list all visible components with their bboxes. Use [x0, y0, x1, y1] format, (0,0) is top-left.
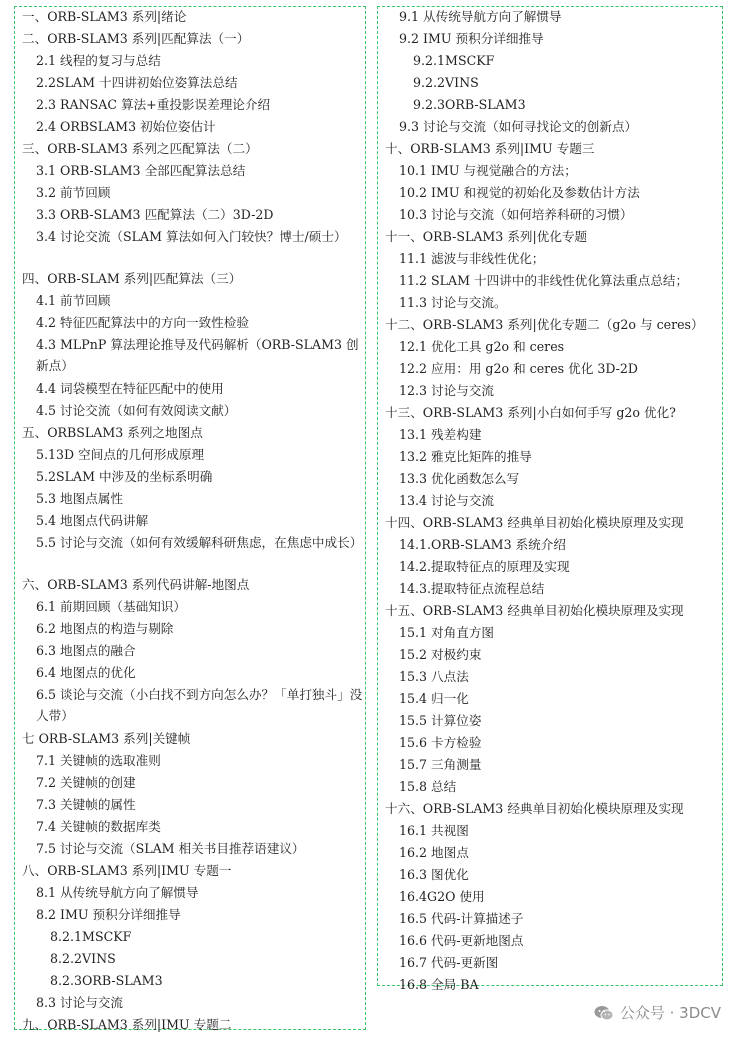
toc-item: 16.8 全局 BA	[399, 977, 479, 992]
toc-item: 6.5 谈论与交流（小白找不到方向怎么办？「单打独斗」没人带）	[36, 687, 363, 723]
toc-item: 6.1 前期回顾（基础知识）	[36, 599, 186, 614]
toc-item: 14.3.提取特征点流程总结	[399, 581, 545, 596]
toc-section-heading: 一、ORB-SLAM3 系列|绪论	[22, 9, 187, 24]
watermark	[594, 1002, 721, 1023]
toc-section-heading: 三、ORB-SLAM3 系列之匹配算法（二）	[22, 141, 258, 156]
toc-item: 4.1 前节回顾	[36, 293, 111, 308]
wechat-icon	[594, 1005, 614, 1021]
toc-section-heading: 七 ORB-SLAM3 系列|关键帧	[22, 731, 191, 746]
toc-item: 16.4G2O 使用	[399, 889, 485, 904]
toc-item: 6.3 地图点的融合	[36, 643, 136, 658]
toc-item: 16.3 图优化	[399, 867, 469, 882]
toc-item: 14.1.ORB-SLAM3 系统介绍	[399, 537, 566, 552]
toc-item: 15.8 总结	[399, 779, 457, 794]
toc-item: 8.2 IMU 预积分详细推导	[36, 907, 181, 922]
toc-item: 10.1 IMU 与视觉融合的方法；	[399, 163, 577, 178]
toc-item: 14.2.提取特征点的原理及实现	[399, 559, 570, 574]
toc-item: 16.5 代码-计算描述子	[399, 911, 524, 926]
toc-item: 9.2 IMU 预积分详细推导	[399, 31, 544, 46]
toc-item: 7.1 关键帧的选取准则	[36, 753, 161, 768]
toc-item: 16.7 代码-更新图	[399, 955, 499, 970]
toc-item: 15.3 八点法	[399, 669, 469, 684]
toc-section-heading: 十三、ORB-SLAM3 系列|小白如何手写 g2o 优化?	[385, 405, 676, 420]
toc-item: 15.5 计算位姿	[399, 713, 482, 728]
toc-item: 6.2 地图点的构造与剔除	[36, 621, 174, 636]
toc-section-heading: 十四、ORB-SLAM3 经典单目初始化模块原理及实现	[385, 515, 684, 530]
toc-item: 4.4 词袋模型在特征匹配中的使用	[36, 381, 224, 396]
toc-item: 13.2 雅克比矩阵的推导	[399, 449, 532, 464]
toc-section-heading: 四、ORB-SLAM 系列|匹配算法（三）	[22, 271, 242, 286]
toc-item: 8.3 讨论与交流	[36, 995, 124, 1010]
toc-item: 13.3 优化函数怎么写	[399, 471, 520, 486]
toc-section-heading: 八、ORB-SLAM3 系列|IMU 专题一	[22, 863, 232, 878]
toc-section-heading: 九、ORB-SLAM3 系列|IMU 专题二	[22, 1017, 232, 1032]
toc-item: 5.3 地图点属性	[36, 491, 124, 506]
toc-item: 8.1 从传统导航方向了解惯导	[36, 885, 199, 900]
toc-section-heading: 十六、ORB-SLAM3 经典单目初始化模块原理及实现	[385, 801, 684, 816]
toc-item: 9.1 从传统导航方向了解惯导	[399, 9, 562, 24]
toc-section-heading: 十一、ORB-SLAM3 系列|优化专题	[385, 229, 588, 244]
toc-item: 12.1 优化工具 g2o 和 ceres	[399, 339, 565, 354]
toc-item: 12.3 讨论与交流	[399, 383, 495, 398]
toc-item: 4.3 MLPnP 算法理论推导及代码解析（ORB-SLAM3 创新点）	[36, 337, 359, 373]
toc-item: 15.4 归一化	[399, 691, 469, 706]
toc-subsubitem: 8.2.1MSCKF	[50, 929, 132, 944]
toc-item: 10.3 讨论与交流（如何培养科研的习惯）	[399, 207, 633, 222]
toc-item: 7.5 讨论与交流（SLAM 相关书目推荐语建议）	[36, 841, 305, 856]
toc-subsubitem: 9.2.2VINS	[413, 75, 479, 90]
toc-section-heading: 十五、ORB-SLAM3 经典单目初始化模块原理及实现	[385, 603, 684, 618]
watermark-text: 公众号 · 3DCV	[619, 1004, 721, 1022]
toc-item: 15.7 三角测量	[399, 757, 482, 772]
toc-item: 5.5 讨论与交流（如何有效缓解科研焦虑，在焦虑中成长）	[36, 535, 363, 550]
toc-item: 3.1 ORB-SLAM3 全部匹配算法总结	[36, 163, 246, 178]
toc-section-heading: 二、ORB-SLAM3 系列|匹配算法（一）	[22, 31, 250, 46]
toc-subsubitem: 8.2.2VINS	[50, 951, 116, 966]
toc-item: 3.4 讨论交流（SLAM 算法如何入门较快？博士/硕士）	[36, 229, 347, 244]
toc-item: 3.3 ORB-SLAM3 匹配算法（二）3D-2D	[36, 207, 274, 222]
toc-item: 5.4 地图点代码讲解	[36, 513, 149, 528]
toc-item: 4.2 特征匹配算法中的方向一致性检验	[36, 315, 249, 330]
toc-item: 7.2 关键帧的创建	[36, 775, 136, 790]
toc-item: 5.2SLAM 中涉及的坐标系明确	[36, 469, 213, 484]
toc-subsubitem: 8.2.3ORB-SLAM3	[50, 973, 163, 988]
toc-item: 15.2 对极约束	[399, 647, 482, 662]
toc-item: 2.1 线程的复习与总结	[36, 53, 161, 68]
toc-item: 15.6 卡方检验	[399, 735, 482, 750]
toc-item: 7.4 关键帧的数据库类	[36, 819, 161, 834]
toc-item: 11.2 SLAM 十四讲中的非线性优化算法重点总结；	[399, 273, 689, 288]
toc-item: 11.1 滤波与非线性优化；	[399, 251, 545, 266]
toc-item: 5.13D 空间点的几何形成原理	[36, 447, 205, 462]
toc-item: 4.5 讨论交流（如何有效阅读文献）	[36, 403, 237, 418]
toc-item: 16.2 地图点	[399, 845, 469, 860]
toc-item: 10.2 IMU 和视觉的初始化及参数估计方法	[399, 185, 640, 200]
toc-item: 16.6 代码-更新地图点	[399, 933, 524, 948]
toc-item: 13.1 残差构建	[399, 427, 482, 442]
toc-item: 15.1 对角直方图	[399, 625, 495, 640]
toc-item: 6.4 地图点的优化	[36, 665, 136, 680]
toc-section-heading: 十二、ORB-SLAM3 系列|优化专题二（g2o 与 ceres）	[385, 317, 704, 332]
toc-subsubitem: 9.2.1MSCKF	[413, 53, 495, 68]
toc-subsubitem: 9.2.3ORB-SLAM3	[413, 97, 526, 112]
toc-section-heading: 六、ORB-SLAM3 系列代码讲解-地图点	[22, 577, 250, 592]
toc-item: 13.4 讨论与交流	[399, 493, 495, 508]
toc-section-heading: 五、ORBSLAM3 系列之地图点	[22, 425, 203, 440]
toc-item: 9.3 讨论与交流（如何寻找论文的创新点）	[399, 119, 638, 134]
toc-item: 2.3 RANSAC 算法+重投影误差理论介绍	[36, 97, 271, 112]
toc-item: 16.1 共视图	[399, 823, 469, 838]
toc-section-heading: 十、ORB-SLAM3 系列|IMU 专题三	[385, 141, 595, 156]
toc-item: 12.2 应用：用 g2o 和 ceres 优化 3D-2D	[399, 361, 639, 376]
toc-item: 3.2 前节回顾	[36, 185, 111, 200]
toc-item: 7.3 关键帧的属性	[36, 797, 136, 812]
toc-item: 11.3 讨论与交流。	[399, 295, 507, 310]
toc-item: 2.4 ORBSLAM3 初始位姿估计	[36, 119, 216, 134]
toc-item: 2.2SLAM 十四讲初始位姿算法总结	[36, 75, 238, 90]
